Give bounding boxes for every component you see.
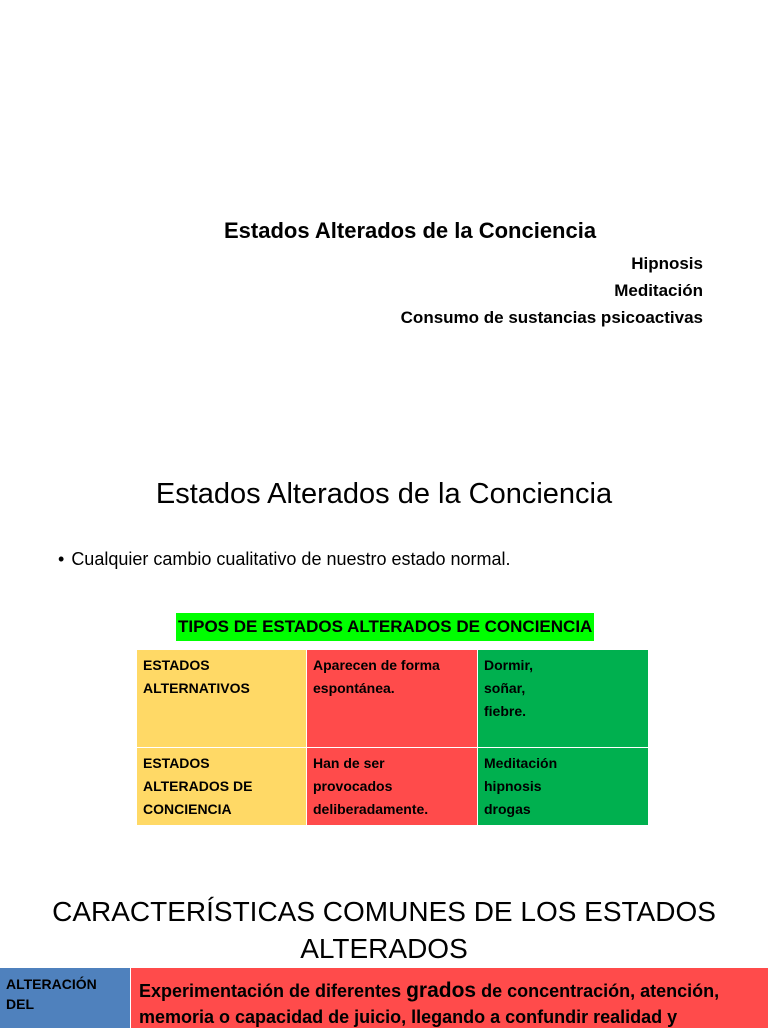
cell-line: ALTERNATIVOS <box>143 680 250 696</box>
cell-meditacion <box>478 748 649 826</box>
cell-line: ESTADOS <box>143 657 210 673</box>
text-emphasis: grados <box>406 979 477 1002</box>
cell-line: memoria o capacidad de juicio, llegando a confundir realidad y <box>139 1007 678 1027</box>
cell-line: deliberadamente. <box>313 801 429 817</box>
cell-line: Meditación <box>484 755 558 771</box>
cell-han-de-ser <box>307 748 478 826</box>
cell-estados-alterados <box>137 748 307 826</box>
types-table <box>136 649 649 826</box>
slide3-title <box>0 893 768 967</box>
text-post: de concentración, atención, <box>476 981 720 1001</box>
subtitle-meditacion: Meditación <box>614 281 703 300</box>
slide2-title: Estados Alterados de la Conciencia <box>155 478 613 510</box>
table-row <box>137 650 649 748</box>
cell-line: provocados <box>313 778 393 794</box>
cell-line: soñar, <box>484 680 526 696</box>
slide3-title-line1: CARACTERÍSTICAS COMUNES DE LOS ESTADOS <box>52 896 716 927</box>
slide3-title-line2: ALTERADOS <box>300 933 468 964</box>
cell-dormir <box>478 650 649 748</box>
cell-line: Han de ser <box>313 755 385 771</box>
cell-line: CONCIENCIA <box>143 801 232 817</box>
cell-line: DEL <box>6 996 34 1012</box>
text-pre: Experimentación de diferentes <box>139 981 407 1001</box>
cell-line: hipnosis <box>484 778 542 794</box>
bullet-text: Cualquier cambio cualitativo de nuestro estado normal. <box>71 549 511 569</box>
cell-line: Dormir, <box>484 657 534 673</box>
cell-line: drogas <box>484 801 531 817</box>
bullet-icon: • <box>58 549 65 569</box>
bullet-item <box>58 549 511 570</box>
cell-estados-alternativos <box>137 650 307 748</box>
cell-line: ALTERACIÓN <box>6 976 97 992</box>
alteracion-cell <box>0 968 130 1028</box>
table-row <box>137 748 649 826</box>
cell-line <box>139 978 760 1004</box>
cell-line: Aparecen de forma <box>313 657 440 673</box>
cell-line: ALTERADOS DE <box>143 778 253 794</box>
types-heading: TIPOS DE ESTADOS ALTERADOS DE CONCIENCIA <box>176 613 594 641</box>
subtitle-consumo: Consumo de sustancias psicoactivas <box>400 308 703 327</box>
cell-aparecen <box>307 650 478 748</box>
experimentacion-cell <box>131 968 768 1028</box>
title-slide <box>0 0 768 430</box>
subtitle-hipnosis: Hipnosis <box>631 254 703 273</box>
slide1-title: Estados Alterados de la Conciencia <box>224 218 597 243</box>
cell-line: ESTADOS <box>143 755 210 771</box>
cell-line: fiebre. <box>484 703 527 719</box>
cell-line: espontánea. <box>313 680 395 696</box>
